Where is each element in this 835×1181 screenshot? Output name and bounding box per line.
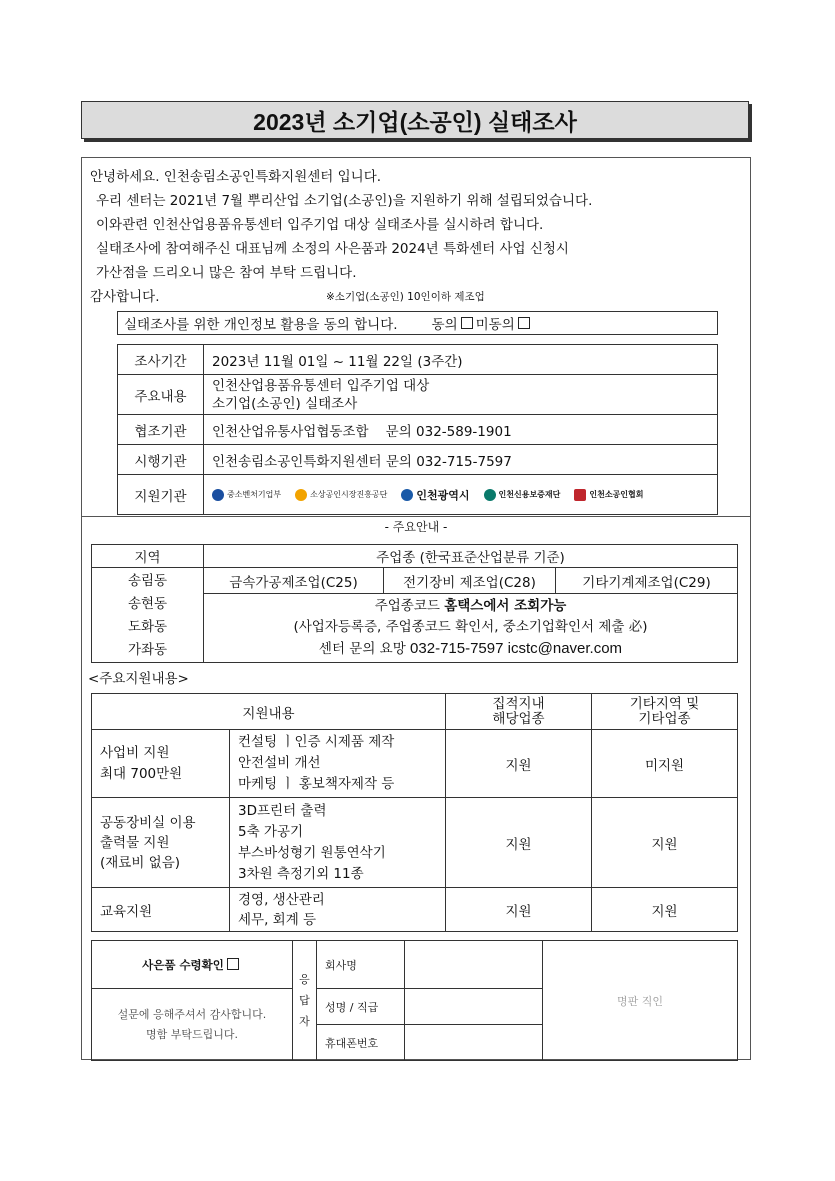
region-header: 지역 (92, 545, 204, 568)
gift-checkbox[interactable] (227, 958, 239, 970)
industry-cell: 기타기계제조업(C29) (556, 568, 738, 594)
phone-label: 휴대폰번호 (317, 1025, 405, 1061)
industry-notes (204, 594, 738, 663)
respondent-label: 응 답 자 (293, 941, 317, 1061)
incheon-logo: 인천광역시 (401, 487, 469, 503)
agree-checkbox[interactable] (461, 317, 473, 329)
intro-line: 감사합니다. (90, 289, 160, 305)
cluster-support: 지원 (446, 730, 592, 798)
consent-box (117, 311, 718, 335)
note: ※소기업(소공인) 10인이하 제조업 (326, 291, 485, 303)
agree-label: 동의 (431, 317, 458, 333)
info-value-line: 인천산업용품유통센터 입주기업 대상 (212, 377, 430, 394)
info-value (204, 375, 718, 415)
company-label: 회사명 (317, 941, 405, 989)
page-title: 2023년 소기업(소공인) 실태조사 (81, 101, 749, 139)
region-list (92, 568, 204, 663)
other-support: 미지원 (592, 730, 738, 798)
info-label: 시행기관 (118, 445, 204, 475)
industry-header: 주업종 (한국표준산업분류 기준) (204, 545, 738, 568)
intro-line: 가산점을 드리오니 많은 참여 부탁 드립니다. (96, 265, 357, 281)
intro-line: 우리 센터는 2021년 7월 뿌리산업 소기업(소공인)을 지원하기 위해 설립되었습니다. (96, 193, 593, 209)
region-item: 송현동 (127, 596, 168, 612)
consent-text: 실태조사를 위한 개인정보 활용을 동의 합니다. (124, 317, 398, 333)
other-support: 지원 (592, 798, 738, 888)
support-items: 3D프린터 출력 5축 가공기 부스바성형기 원통연삭기 3차원 측정기외 11종 (230, 798, 446, 888)
company-input[interactable] (405, 941, 543, 989)
info-value: 2023년 11월 01일 ~ 11월 22일 (3주간) (204, 345, 718, 375)
region-table (91, 544, 738, 663)
credit-foundation-logo: 인천신용보증재단 (484, 489, 561, 501)
info-label: 주요내용 (118, 375, 204, 415)
respondent-table (91, 940, 738, 1061)
support-items: 컨설팅 ㅣ인증 시제품 제작 안전설비 개선 마케팅 ㅣ 홍보책자제작 등 (230, 730, 446, 798)
region-item: 가좌동 (127, 642, 168, 658)
support-name: 공동장비실 이용 출력물 지원 (재료비 없음) (92, 798, 230, 888)
industry-cell: 금속가공제조업(C25) (204, 568, 384, 594)
cluster-support: 지원 (446, 888, 592, 932)
content-header: 지원내용 (92, 694, 446, 730)
survey-info-table (117, 344, 718, 515)
phone-input[interactable] (405, 1025, 543, 1061)
name-title-input[interactable] (405, 989, 543, 1025)
name-title-label: 성명 / 직급 (317, 989, 405, 1025)
contact-note: 센터 문의 요망 032-715-7597 icstc@naver.com (318, 640, 623, 658)
support-table (91, 693, 738, 932)
thanks-note: 설문에 응해주셔서 감사합니다. 명함 부탁드립니다. (92, 989, 293, 1061)
seal-area: 명판 직인 (543, 941, 738, 1061)
support-name: 교육지원 (92, 888, 230, 932)
info-label: 조사기간 (118, 345, 204, 375)
support-label: <주요지원내용> (88, 671, 189, 687)
divider (81, 516, 751, 517)
info-value: 인천산업유통사업협동조합 문의 032-589-1901 (204, 415, 718, 445)
info-label: 지원기관 (118, 475, 204, 515)
gift-confirm: 사은품 수령확인 (92, 941, 293, 989)
logo-row (204, 475, 718, 515)
info-value-line: 소기업(소공인) 실태조사 (212, 395, 358, 412)
support-items: 경영, 생산관리 세무, 회계 등 (230, 888, 446, 932)
mss-logo: 중소벤처기업부 (212, 489, 281, 501)
guide-title: - 주요안내 - (384, 520, 448, 534)
disagree-checkbox[interactable] (518, 317, 530, 329)
code-note: 주업종코드 홈택스에서 조회가능 (374, 598, 567, 615)
info-label: 협조기관 (118, 415, 204, 445)
region-item: 송림동 (127, 573, 168, 589)
disagree-label: 미동의 (475, 317, 515, 333)
association-logo: 인천소공인협회 (574, 489, 643, 501)
docs-note: (사업자등록증, 주업종코드 확인서, 중소기업확인서 제출 必) (293, 619, 648, 636)
support-name: 사업비 지원 최대 700만원 (92, 730, 230, 798)
info-value: 인천송림소공인특화지원센터 문의 032-715-7597 (204, 445, 718, 475)
cluster-header: 집적지내 해당업종 (446, 694, 592, 730)
intro-line: 이와관련 인천산업용품유통센터 입주기업 대상 실태조사를 실시하려 합니다. (96, 217, 544, 233)
other-header: 기타지역 및 기타업종 (592, 694, 738, 730)
industry-cell: 전기장비 제조업(C28) (384, 568, 556, 594)
cluster-support: 지원 (446, 798, 592, 888)
intro-line: 실태조사에 참여해주신 대표님께 소정의 사은품과 2024년 특화센터 사업 신청시 (96, 241, 569, 257)
region-item: 도화동 (127, 619, 168, 635)
other-support: 지원 (592, 888, 738, 932)
semas-logo: 소상공인시장진흥공단 (295, 489, 387, 501)
intro-line: 안녕하세요. 인천송림소공인특화지원센터 입니다. (90, 169, 382, 185)
